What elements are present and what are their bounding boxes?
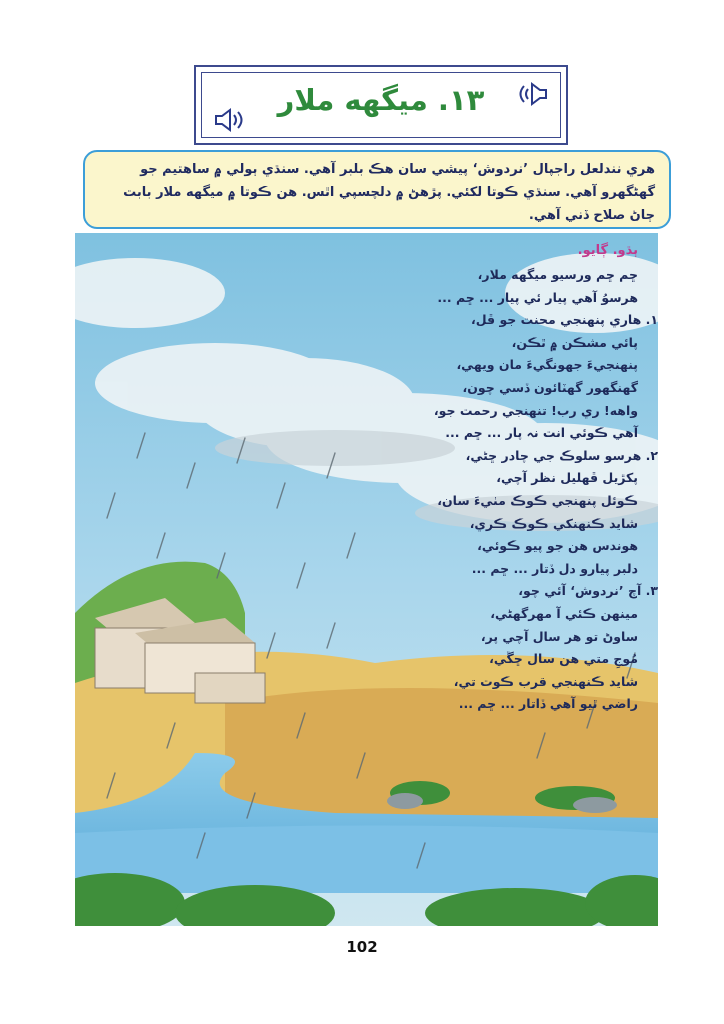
poem-line: مينهن ڪئي آ مهرگهڻي، [490, 605, 638, 621]
poem-line: دلبر پيارو دل ڏتار ... ڇم ... [471, 560, 638, 576]
poem-line: گهنگهور گهٽائون ڏسي چون، [462, 379, 638, 395]
poem-line: ساوڻ تو هر سال آچي پر، [480, 628, 638, 644]
lesson-title: ١٣. ميگهه ملار [277, 83, 485, 117]
poem-line: ٢. هرسو سلوڪ جي چادر ڇڻي، [465, 447, 658, 463]
poem-line: ٣. آچ ’نردوش‘ آئي چو، [518, 583, 658, 599]
author-intro-text: هري نندلعل راجپال ’نردوش‘ پيشي سان هڪ بلبر آهي. سنڌي ٻولي ۾ ساهتيم جو گهڻگهرو آهي. سنڌي ڪوتا لکئي. پڙهڻ ۾ دلچسپي اٿس. هن ڪوتا ۾ ميگهه ملار بابت ڄاڻ صلاح ڏني آهي. [123, 162, 655, 223]
poem-line: پکڙيل ڦهليل نظر آچي، [496, 470, 638, 486]
poem-line: پنهنجيءَ جهونگيءَ مان ويهي، [456, 357, 638, 373]
poem-line: شايد ڪنهنکي ڪوڪ ڪري، [469, 515, 638, 531]
page-number: 102 [346, 938, 378, 956]
poem-line: ١. هاري پنهنجي محنت جو ڦل، [471, 312, 658, 328]
poem-line: آهي ڪوئي انت نہ پار ... ڇم ... [445, 425, 638, 441]
poem-line: راضي ٿيو آهي ڏاتار ... ڇم ... [458, 696, 638, 712]
speaker-icon[interactable] [212, 107, 246, 133]
speaker-icon[interactable] [516, 81, 550, 107]
poem-text [338, 243, 658, 716]
poem-line: شايد ڪنهنجي قرب ڪوت تي، [453, 673, 638, 689]
author-intro-box [83, 150, 671, 229]
poem-line: مُوجِ متي هن سال ڇڱي، [489, 651, 638, 667]
poem-line: ڇم ڇم ورسيو ميگهه ملار، [477, 267, 638, 282]
poem-line: پائي مشڪن ۾ ٿڪن، [511, 334, 638, 350]
poem-line: هوندس هن جو پيو ڪوئي، [477, 538, 638, 554]
poem-line: ڪوئل پنهنجي ڪوڪ مٺيءَ سان، [437, 492, 638, 508]
poem-line: واهه! ري رب! تنهنجي رحمت جو، [433, 402, 638, 418]
lesson-title-box [194, 65, 568, 145]
poem-instruction: ٻڌو. ڳايو. [577, 243, 638, 258]
poem-line: هرسوُ آهي پيار ئي پيار ... ڇم ... [437, 289, 638, 305]
